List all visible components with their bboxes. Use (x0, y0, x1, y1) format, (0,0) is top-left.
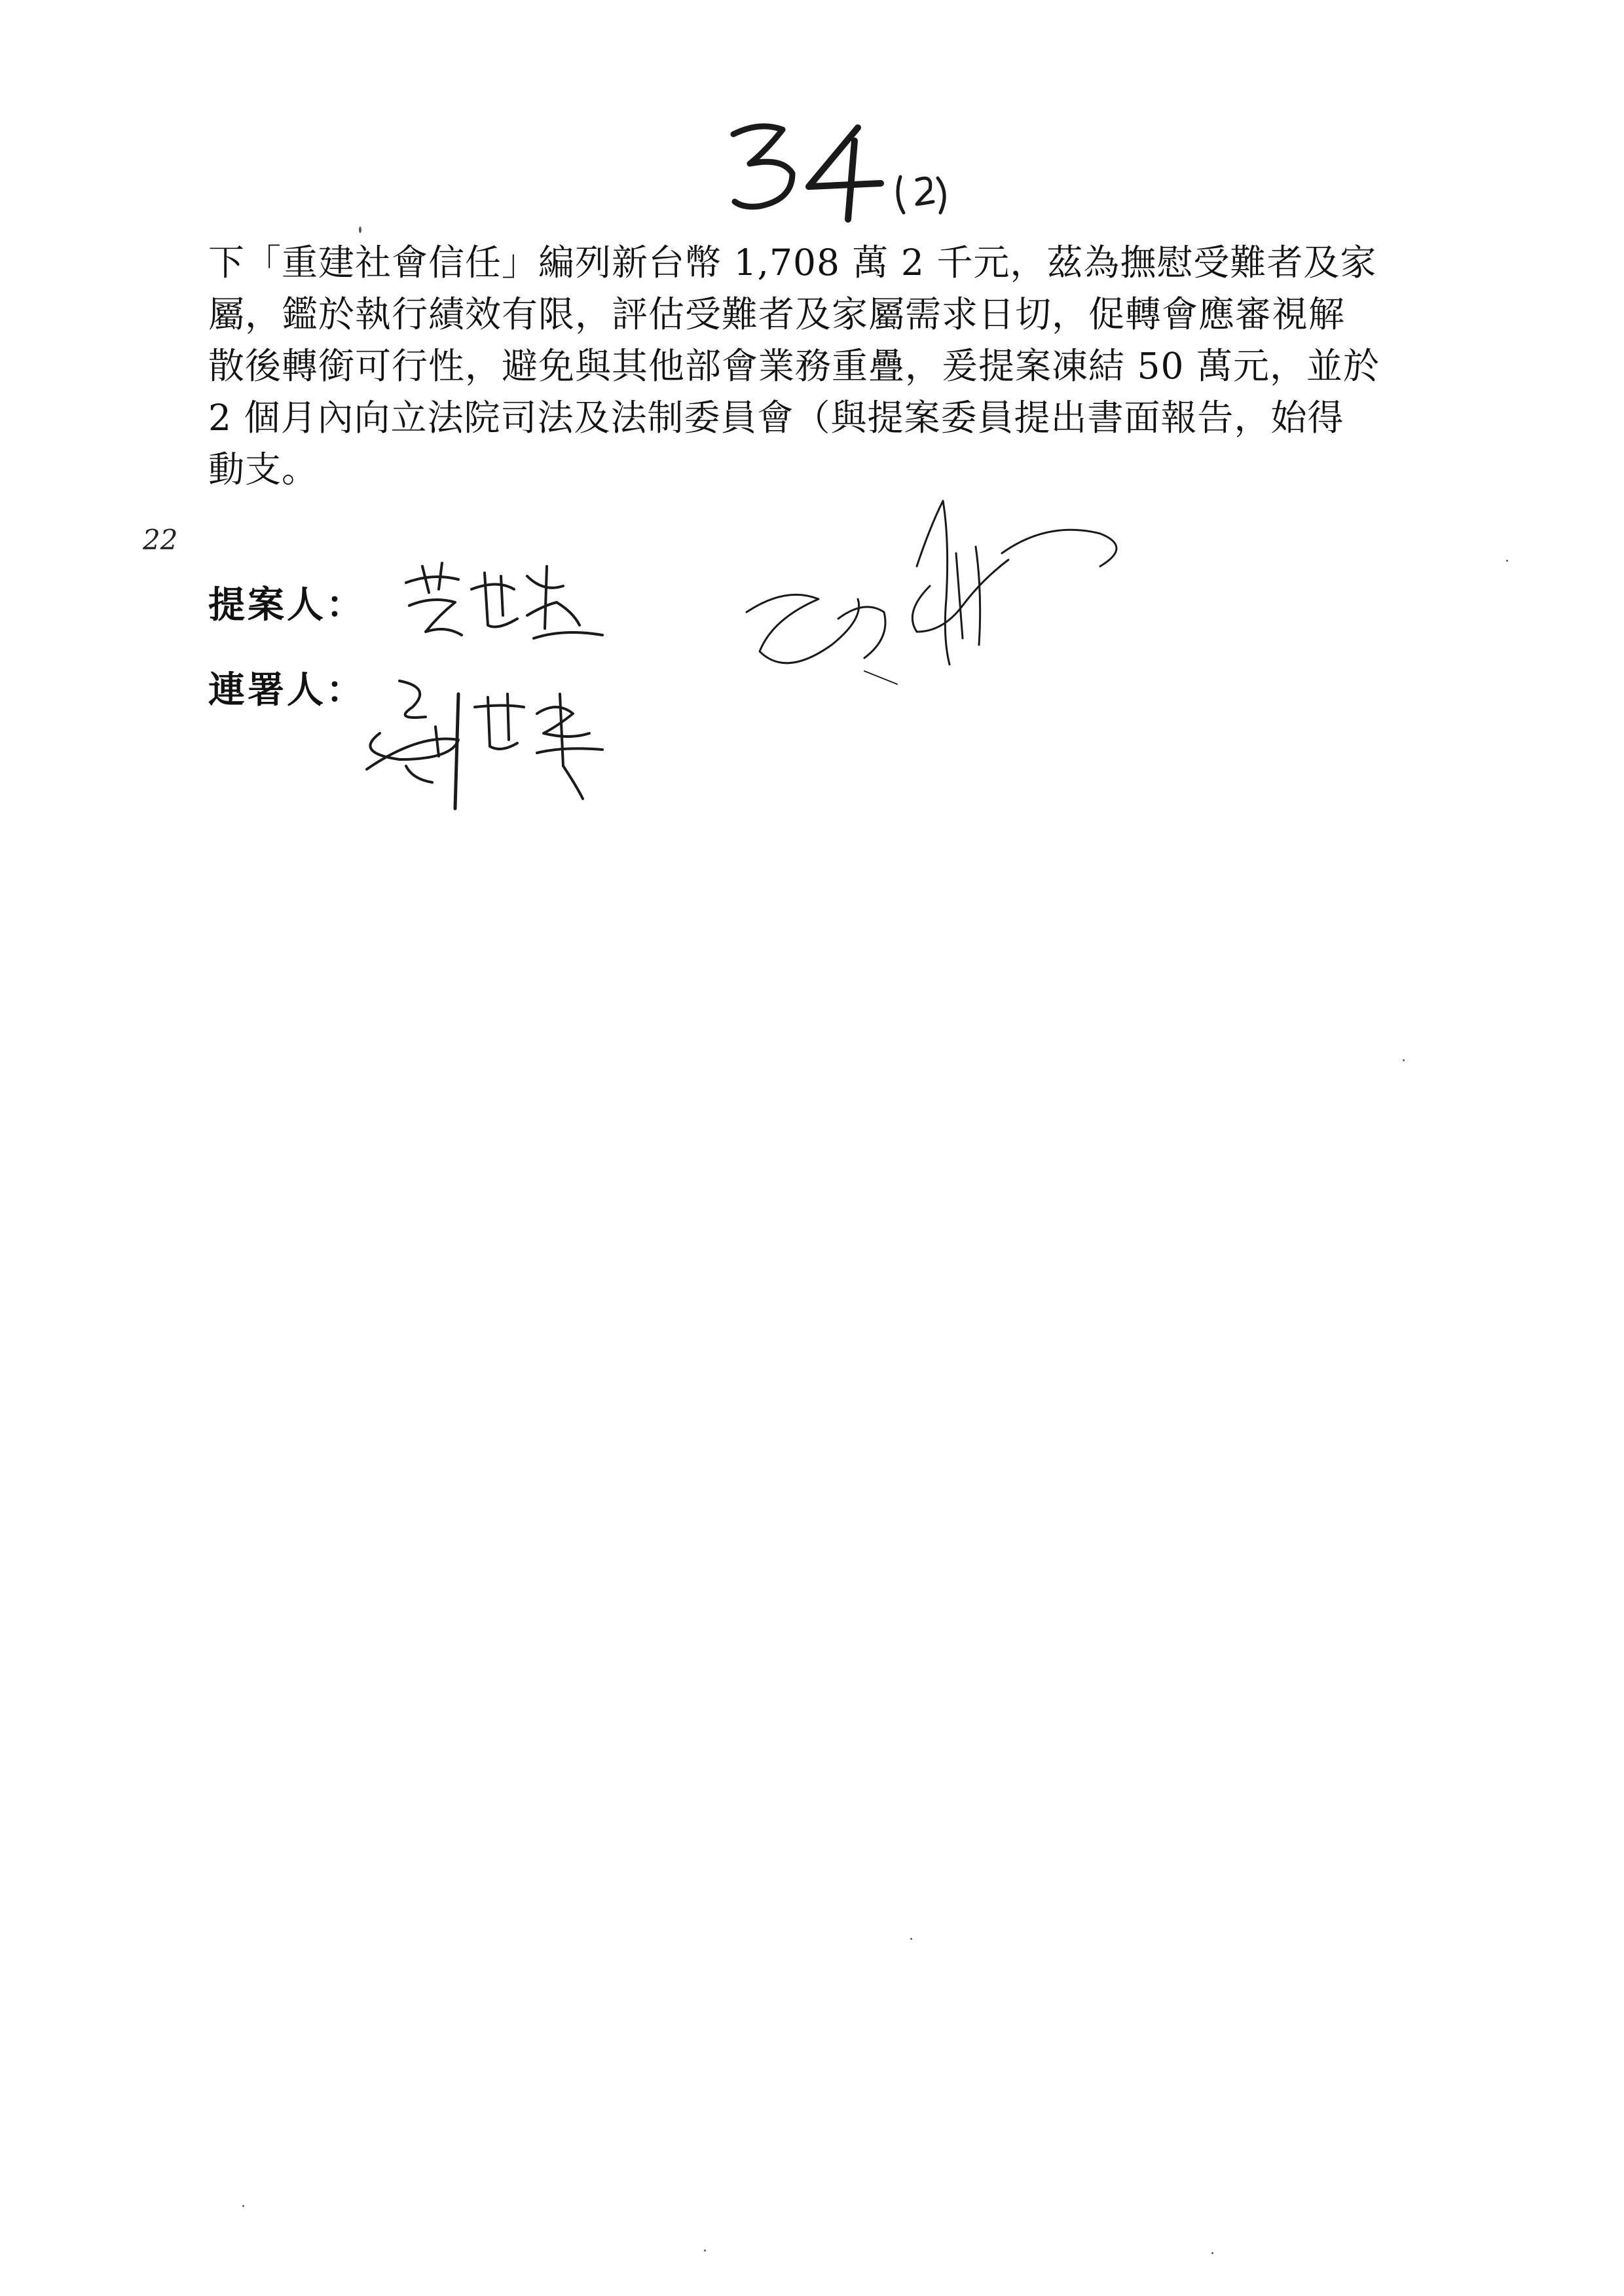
margin-note: 22 (143, 524, 178, 556)
scan-speck (704, 2250, 706, 2251)
third-signature (733, 488, 1126, 697)
scan-speck (1403, 1059, 1405, 1061)
paragraph-line: 下「重建社會信任」編列新台幣 1,708 萬 2 千元，茲為撫慰受難者及家 (208, 242, 1377, 283)
paragraph-line: 屬，鑑於執行績效有限，評估受難者及家屬需求日切，促轉會應審視解 (208, 293, 1346, 335)
handwritten-page-number (720, 118, 956, 229)
ink-speck (359, 227, 361, 233)
scan-speck (242, 2205, 244, 2207)
paragraph-line: 2 個月內向立法院司法及法制委員會（與提案委員提出書面報告，始得 (208, 397, 1344, 439)
proposer-label: 提案人： (208, 584, 365, 627)
cosigner-label: 連署人： (208, 669, 365, 712)
scan-speck (910, 1938, 912, 1940)
proposal-paragraph (208, 237, 1387, 496)
paragraph-line: 動支。 (208, 448, 319, 490)
scan-speck (1211, 2252, 1213, 2254)
scan-speck (1506, 560, 1508, 562)
cosigner-signature (341, 668, 655, 825)
paragraph-line: 散後轉銜可行性，避免與其他部會業務重疊，爰提案凍結 50 萬元，並於 (208, 345, 1380, 387)
proposer-signature (393, 553, 609, 651)
